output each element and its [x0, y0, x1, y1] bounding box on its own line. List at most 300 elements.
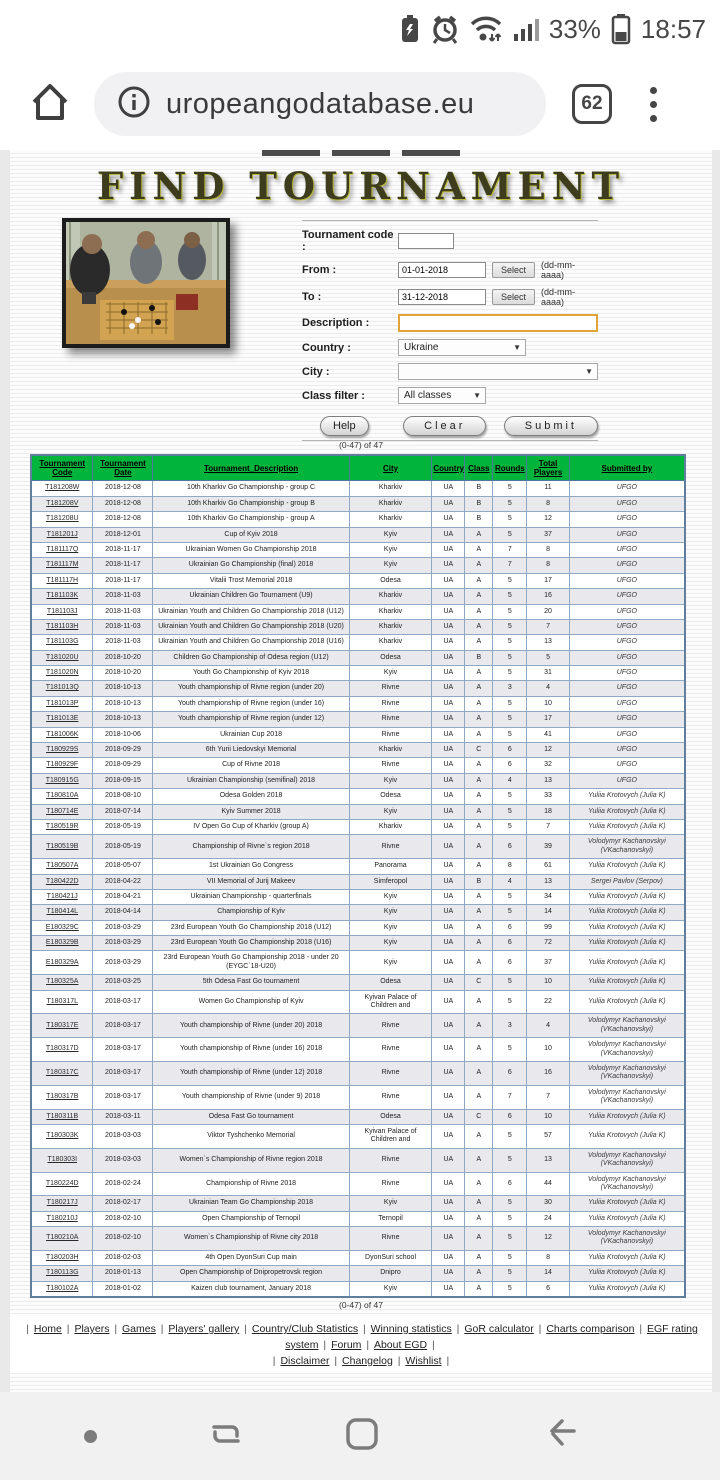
table-cell: 6 — [493, 758, 527, 773]
footer-links-row2: | Disclaimer | Changelog | Wishlist | — [272, 1354, 450, 1367]
country-label: Country : — [302, 341, 351, 354]
table-cell: UFGO — [569, 743, 685, 758]
tournament-code-link[interactable]: T180102A — [31, 1281, 93, 1297]
go-club-photo — [62, 218, 230, 348]
table-cell: A — [465, 1250, 493, 1265]
table-cell: 2018-05-07 — [93, 859, 153, 874]
table-cell: UA — [432, 905, 465, 920]
table-cell: Ternopil — [349, 1211, 432, 1226]
table-cell: A — [465, 558, 493, 573]
tournament-code-link[interactable]: T180224D — [31, 1172, 93, 1196]
table-cell: UFGO — [569, 542, 685, 557]
table-cell: B — [465, 512, 493, 527]
tournament-code-link[interactable]: T181013P — [31, 696, 93, 711]
city-select[interactable] — [398, 363, 598, 380]
table-cell: UFGO — [569, 635, 685, 650]
table-row — [31, 773, 685, 788]
table-row — [31, 859, 685, 874]
table-cell: A — [465, 905, 493, 920]
table-cell: 24 — [527, 1211, 569, 1226]
table-cell: Rivne — [349, 696, 432, 711]
table-cell: 2018-02-17 — [93, 1196, 153, 1211]
table-cell: 2018-11-03 — [93, 589, 153, 604]
table-cell: UA — [432, 920, 465, 935]
tournament-code-link[interactable]: T180422D — [31, 874, 93, 889]
table-cell: UA — [432, 835, 465, 859]
table-cell: 2018-09-29 — [93, 758, 153, 773]
table-cell: Youth championship of Rivne (under 9) 2018 — [153, 1085, 349, 1109]
table-cell: 10 — [527, 1038, 569, 1062]
column-header-4[interactable]: Country — [432, 455, 465, 481]
table-row — [31, 1211, 685, 1226]
tournament-code-link[interactable]: T180810A — [31, 789, 93, 804]
chevron-down-icon: ▼ — [585, 367, 593, 376]
table-row — [31, 889, 685, 904]
tournament-code-link[interactable]: T180311B — [31, 1109, 93, 1124]
table-cell: Kyiv — [349, 1281, 432, 1297]
table-cell: 8 — [493, 859, 527, 874]
table-cell: A — [465, 1085, 493, 1109]
tournament-code-link[interactable]: T181103J — [31, 604, 93, 619]
column-header-6[interactable]: Rounds — [493, 455, 527, 481]
table-cell: 6th Yurii Liedovskyi Memorial — [153, 743, 349, 758]
table-cell: 5 — [493, 619, 527, 634]
clear-button[interactable]: Clear — [403, 416, 486, 436]
tournament-code-link[interactable]: T181208V — [31, 496, 93, 511]
table-cell: UA — [432, 1085, 465, 1109]
table-row — [31, 951, 685, 975]
table-cell: Vitalii Trost Memorial 2018 — [153, 573, 349, 588]
table-cell: 6 — [527, 1281, 569, 1297]
table-cell: A — [465, 666, 493, 681]
tournament-code-link[interactable]: T180325A — [31, 975, 93, 990]
footer-link[interactable]: Country/Club Statistics — [251, 1323, 359, 1336]
tournament-code-link[interactable]: T180317D — [31, 1038, 93, 1062]
table-row — [31, 1281, 685, 1297]
signal-icon — [513, 14, 539, 44]
table-cell: A — [465, 573, 493, 588]
table-cell: Youth championship of Rivne (under 12) 2018 — [153, 1062, 349, 1086]
table-cell: 2018-03-17 — [93, 1014, 153, 1038]
table-cell: Rivne — [349, 1227, 432, 1251]
tournament-code-link[interactable]: T181208W — [31, 481, 93, 496]
tournament-code-link[interactable]: E180329B — [31, 936, 93, 951]
back-icon[interactable] — [540, 1414, 580, 1459]
tournament-code-link[interactable]: T181020U — [31, 650, 93, 665]
table-cell: UFGO — [569, 573, 685, 588]
table-cell: UFGO — [569, 727, 685, 742]
table-cell: 2018-11-03 — [93, 635, 153, 650]
table-cell: A — [465, 1227, 493, 1251]
table-row — [31, 990, 685, 1014]
table-cell: Youth championship of Rivne region (under 12) — [153, 712, 349, 727]
table-cell: 5 — [493, 1250, 527, 1265]
tournament-code-link[interactable]: T181006K — [31, 727, 93, 742]
country-select[interactable]: Ukraine ▼ — [398, 339, 526, 356]
tournament-code-link[interactable]: T180210A — [31, 1227, 93, 1251]
tournament-code-link[interactable]: T180317L — [31, 990, 93, 1014]
table-cell: Volodymyr Kachanovskyi (VKachanovskyi) — [569, 835, 685, 859]
table-cell: Women`s Championship of Rivne city 2018 — [153, 1227, 349, 1251]
footer-link[interactable]: Charts comparison — [546, 1323, 635, 1336]
table-cell: Rivne — [349, 1148, 432, 1172]
table-cell: 5 — [493, 727, 527, 742]
table-cell: Women Go Championship of Kyiv — [153, 990, 349, 1014]
table-cell: Yuliia Krotovych (Julia K) — [569, 1109, 685, 1124]
table-cell: Kharkiv — [349, 481, 432, 496]
table-cell: Ukrainian Youth and Children Go Championship 2018 (U20) — [153, 619, 349, 634]
footer-link[interactable]: About EGD — [373, 1338, 428, 1351]
edge-panel-dot[interactable] — [84, 1430, 97, 1443]
tournament-code-link[interactable]: T180317C — [31, 1062, 93, 1086]
table-cell: 7 — [493, 558, 527, 573]
table-cell: Youth championship of Rivne region (under 16) — [153, 696, 349, 711]
table-cell: Odesa — [349, 650, 432, 665]
table-cell: UA — [432, 512, 465, 527]
table-cell: Viktor Tyshchenko Memorial — [153, 1124, 349, 1148]
table-cell: A — [465, 727, 493, 742]
table-cell: 5 — [493, 1124, 527, 1148]
table-cell: UA — [432, 773, 465, 788]
table-row — [31, 635, 685, 650]
table-cell: Rivne — [349, 1085, 432, 1109]
tournament-code-link[interactable]: T181208U — [31, 512, 93, 527]
table-cell: 2018-03-03 — [93, 1148, 153, 1172]
tournament-code-link[interactable]: T180519B — [31, 835, 93, 859]
url-text[interactable]: uropeangodatabase.eu — [166, 87, 475, 120]
help-button[interactable]: Help — [320, 416, 369, 436]
tournament-code-link[interactable]: T181103G — [31, 635, 93, 650]
recents-icon[interactable] — [206, 1414, 246, 1459]
tab-count-button[interactable]: 62 — [572, 84, 612, 124]
url-bar[interactable] — [94, 72, 546, 136]
table-row — [31, 558, 685, 573]
table-cell: A — [465, 1014, 493, 1038]
table-cell: Cup of Kyiv 2018 — [153, 527, 349, 542]
table-cell: UFGO — [569, 650, 685, 665]
table-cell: UFGO — [569, 681, 685, 696]
tournament-code-link[interactable]: T180929F — [31, 758, 93, 773]
class-filter-label: Class filter : — [302, 389, 365, 402]
results-count-top: (0-47) of 47 — [339, 440, 383, 450]
tournament-code-link[interactable]: T181117H — [31, 573, 93, 588]
table-cell: A — [465, 1062, 493, 1086]
tournament-code-input[interactable] — [398, 233, 454, 249]
table-cell: A — [465, 936, 493, 951]
table-cell: 44 — [527, 1172, 569, 1196]
table-cell: 6 — [493, 936, 527, 951]
column-header-1[interactable]: Tournament Date — [93, 455, 153, 481]
table-cell: Kharkiv — [349, 589, 432, 604]
tournament-code-link[interactable]: T181117M — [31, 558, 93, 573]
table-row — [31, 619, 685, 634]
description-input[interactable] — [398, 314, 598, 332]
tournament-code-link[interactable]: T181103K — [31, 589, 93, 604]
to-select-button[interactable]: Select — [492, 289, 535, 305]
table-cell: Kyiv — [349, 804, 432, 819]
table-cell: Children Go Championship of Odesa region (U12) — [153, 650, 349, 665]
table-cell: A — [465, 527, 493, 542]
table-cell: UA — [432, 696, 465, 711]
table-cell: A — [465, 758, 493, 773]
from-label: From : — [302, 264, 337, 276]
table-cell: 5 — [493, 512, 527, 527]
table-cell: Yuliia Krotovych (Julia K) — [569, 1124, 685, 1148]
tournament-code-link[interactable]: T180414L — [31, 905, 93, 920]
table-cell: Youth championship of Rivne (under 20) 2018 — [153, 1014, 349, 1038]
table-cell: 2018-11-03 — [93, 604, 153, 619]
table-row — [31, 1109, 685, 1124]
table-cell: A — [465, 789, 493, 804]
table-cell: 10th Kharkiv Go Championship - group C — [153, 481, 349, 496]
tournament-code-link[interactable]: T180421J — [31, 889, 93, 904]
table-cell: Odesa — [349, 789, 432, 804]
footer-link[interactable]: Changelog — [342, 1354, 393, 1367]
table-cell: 4th Open DyonSuri Cup main — [153, 1250, 349, 1265]
table-cell: 2018-02-03 — [93, 1250, 153, 1265]
table-cell: 2018-03-03 — [93, 1124, 153, 1148]
table-cell: 8 — [527, 558, 569, 573]
tournament-code-link[interactable]: T180714E — [31, 804, 93, 819]
table-row — [31, 819, 685, 834]
table-cell: C — [465, 743, 493, 758]
table-cell: UA — [432, 975, 465, 990]
tournament-code-link[interactable]: T181103H — [31, 619, 93, 634]
table-cell: A — [465, 819, 493, 834]
table-cell: UFGO — [569, 589, 685, 604]
table-cell: Yuliia Krotovych (Julia K) — [569, 1196, 685, 1211]
column-header-0[interactable]: Tournament Code — [31, 455, 93, 481]
page-title: FIND TOURNAMENT — [96, 164, 626, 208]
table-cell: A — [465, 696, 493, 711]
table-cell: Yuliia Krotovych (Julia K) — [569, 951, 685, 975]
column-header-8[interactable]: Submitted by — [569, 455, 685, 481]
tournament-code-link[interactable]: T180210J — [31, 1211, 93, 1226]
table-cell: 17 — [527, 573, 569, 588]
table-cell: 2018-05-19 — [93, 819, 153, 834]
table-cell: UA — [432, 666, 465, 681]
to-date-hint: (dd-mm-aaaa) — [541, 287, 576, 307]
table-cell: B — [465, 650, 493, 665]
table-cell: UFGO — [569, 527, 685, 542]
table-cell: 2018-11-17 — [93, 558, 153, 573]
table-cell: C — [465, 1109, 493, 1124]
table-cell: Kharkiv — [349, 635, 432, 650]
table-cell: UFGO — [569, 481, 685, 496]
class-filter-select[interactable]: All classes ▼ — [398, 387, 486, 404]
site-footer — [10, 1316, 712, 1373]
table-cell: UA — [432, 1038, 465, 1062]
table-cell: 2018-12-08 — [93, 481, 153, 496]
from-select-button[interactable]: Select — [492, 262, 535, 278]
table-cell: 2018-01-02 — [93, 1281, 153, 1297]
footer-link[interactable]: Players — [74, 1323, 110, 1336]
android-nav-bar — [0, 1392, 720, 1480]
alarm-icon — [431, 14, 459, 44]
footer-link[interactable]: Wishlist — [405, 1354, 442, 1367]
table-cell: DyonSuri school — [349, 1250, 432, 1265]
table-cell: Volodymyr Kachanovskyi (VKachanovskyi) — [569, 1172, 685, 1196]
status-bar — [0, 0, 720, 58]
tournament-code-link[interactable]: T180113G — [31, 1266, 93, 1281]
footer-link[interactable]: Winning statistics — [370, 1323, 452, 1336]
table-cell: B — [465, 874, 493, 889]
table-cell: 57 — [527, 1124, 569, 1148]
table-cell: 2018-12-08 — [93, 496, 153, 511]
footer-link[interactable]: Forum — [331, 1338, 362, 1351]
table-cell: UA — [432, 1211, 465, 1226]
table-row — [31, 1014, 685, 1038]
form-divider-bottom — [302, 440, 598, 441]
table-cell: Kharkiv — [349, 819, 432, 834]
table-cell: 5 — [527, 650, 569, 665]
chevron-down-icon: ▼ — [513, 343, 521, 352]
table-cell: 2018-05-19 — [93, 835, 153, 859]
tournament-code-link[interactable]: T180303I — [31, 1148, 93, 1172]
table-cell: Kyiv Summer 2018 — [153, 804, 349, 819]
table-cell: UA — [432, 542, 465, 557]
table-cell: 4 — [527, 681, 569, 696]
tournament-code-link[interactable]: T180217J — [31, 1196, 93, 1211]
tournament-code-link[interactable]: T180317E — [31, 1014, 93, 1038]
table-cell: 37 — [527, 527, 569, 542]
table-cell: 2018-03-17 — [93, 990, 153, 1014]
table-cell: A — [465, 589, 493, 604]
table-cell: 7 — [527, 1085, 569, 1109]
table-cell: 6 — [493, 743, 527, 758]
table-cell: UA — [432, 859, 465, 874]
tournament-code-link[interactable]: T180203H — [31, 1250, 93, 1265]
table-cell: 5 — [493, 1281, 527, 1297]
tournament-code-link[interactable]: T181013E — [31, 712, 93, 727]
from-date-input[interactable] — [398, 262, 486, 278]
tournament-code-link[interactable]: T181201J — [31, 527, 93, 542]
table-cell: UA — [432, 589, 465, 604]
tournament-code-link[interactable]: T180317B — [31, 1085, 93, 1109]
table-cell: Odesa — [349, 1109, 432, 1124]
table-cell: Rivne — [349, 835, 432, 859]
table-row — [31, 727, 685, 742]
column-header-2[interactable]: Tournament_Description — [153, 455, 349, 481]
footer-link[interactable]: GoR calculator — [464, 1323, 534, 1336]
home-icon[interactable] — [28, 80, 72, 129]
table-cell: 12 — [527, 512, 569, 527]
table-cell: Yuliia Krotovych (Julia K) — [569, 905, 685, 920]
table-cell: UA — [432, 889, 465, 904]
table-cell: 2018-03-25 — [93, 975, 153, 990]
footer-link[interactable]: EGF rating system — [285, 1323, 698, 1351]
table-cell: UFGO — [569, 773, 685, 788]
table-cell: Volodymyr Kachanovskyi (VKachanovskyi) — [569, 1038, 685, 1062]
submit-button[interactable]: Submit — [504, 416, 598, 436]
table-cell: 39 — [527, 835, 569, 859]
table-cell: 10 — [527, 696, 569, 711]
table-cell: 6 — [493, 951, 527, 975]
table-cell: UFGO — [569, 619, 685, 634]
page-info-icon[interactable] — [116, 84, 152, 125]
to-label: To : — [302, 291, 322, 303]
table-cell: UA — [432, 1227, 465, 1251]
table-cell: 8 — [527, 1250, 569, 1265]
tournament-code-link[interactable]: E180329C — [31, 920, 93, 935]
table-cell: Kyivan Palace of Children and — [349, 990, 432, 1014]
table-cell: Youth championship of Rivne region (under 20) — [153, 681, 349, 696]
tournament-code-link[interactable]: E180329A — [31, 951, 93, 975]
tournament-code-link[interactable]: T180507A — [31, 859, 93, 874]
overflow-menu-icon[interactable] — [650, 87, 657, 122]
table-cell: Yuliia Krotovych (Julia K) — [569, 936, 685, 951]
table-row — [31, 1172, 685, 1196]
tournament-code-link[interactable]: T181020N — [31, 666, 93, 681]
table-cell: A — [465, 712, 493, 727]
table-row — [31, 936, 685, 951]
table-cell: Kyiv — [349, 773, 432, 788]
table-cell: 61 — [527, 859, 569, 874]
column-header-5[interactable]: Class — [465, 455, 493, 481]
table-cell: Yuliia Krotovych (Julia K) — [569, 1281, 685, 1297]
table-cell: 2018-10-13 — [93, 696, 153, 711]
table-cell: 2018-03-17 — [93, 1062, 153, 1086]
table-cell: UA — [432, 496, 465, 511]
footer-link[interactable]: Home — [33, 1323, 62, 1336]
table-cell: Volodymyr Kachanovskyi (VKachanovskyi) — [569, 1085, 685, 1109]
table-cell: UA — [432, 650, 465, 665]
column-header-7[interactable]: Total Players — [527, 455, 569, 481]
table-cell: A — [465, 1148, 493, 1172]
to-date-input[interactable] — [398, 289, 486, 305]
footer-link[interactable]: Disclaimer — [280, 1354, 330, 1367]
tournament-code-link[interactable]: T181013Q — [31, 681, 93, 696]
table-cell: A — [465, 604, 493, 619]
table-cell: Kyiv — [349, 951, 432, 975]
table-cell: Ukrainian Team Go Championship 2018 — [153, 1196, 349, 1211]
table-cell: Kyiv — [349, 936, 432, 951]
tournament-code-link[interactable]: T180303K — [31, 1124, 93, 1148]
home-nav-icon[interactable] — [342, 1414, 382, 1459]
tournament-code-link[interactable]: T181117Q — [31, 542, 93, 557]
table-cell: UFGO — [569, 666, 685, 681]
table-cell: UA — [432, 1250, 465, 1265]
column-header-3[interactable]: City — [349, 455, 432, 481]
results-count-bottom: (0-47) of 47 — [339, 1300, 383, 1311]
table-row — [31, 1062, 685, 1086]
footer-link[interactable]: Players' gallery — [168, 1323, 240, 1336]
table-cell: UFGO — [569, 696, 685, 711]
wifi-icon — [469, 14, 503, 44]
footer-link[interactable]: Games — [122, 1323, 156, 1336]
table-row — [31, 835, 685, 859]
table-cell: 5 — [493, 1266, 527, 1281]
table-cell: Open Championship of Dnipropetrovsk region — [153, 1266, 349, 1281]
footer-links-row1: | Home | Players | Games | Players' gallery | Country/Club Statistics | Winning statistics | GoR calculator | Charts comparison | EGF rating system | Forum | About EGD | — [26, 1323, 698, 1351]
tournament-code-link[interactable]: T180929S — [31, 743, 93, 758]
table-cell: Kyiv — [349, 889, 432, 904]
tournament-code-link[interactable]: T180519R — [31, 819, 93, 834]
table-cell: 2018-03-17 — [93, 1085, 153, 1109]
table-cell: 2018-02-10 — [93, 1211, 153, 1226]
table-cell: Kyiv — [349, 558, 432, 573]
table-cell: Kharkiv — [349, 604, 432, 619]
form-divider-top — [302, 220, 598, 221]
table-cell: UA — [432, 1281, 465, 1297]
table-cell: A — [465, 889, 493, 904]
table-cell: C — [465, 975, 493, 990]
table-cell: Rivne — [349, 1062, 432, 1086]
table-cell: 16 — [527, 1062, 569, 1086]
table-cell: 3 — [493, 681, 527, 696]
table-cell: A — [465, 1124, 493, 1148]
tournament-code-link[interactable]: T180915G — [31, 773, 93, 788]
